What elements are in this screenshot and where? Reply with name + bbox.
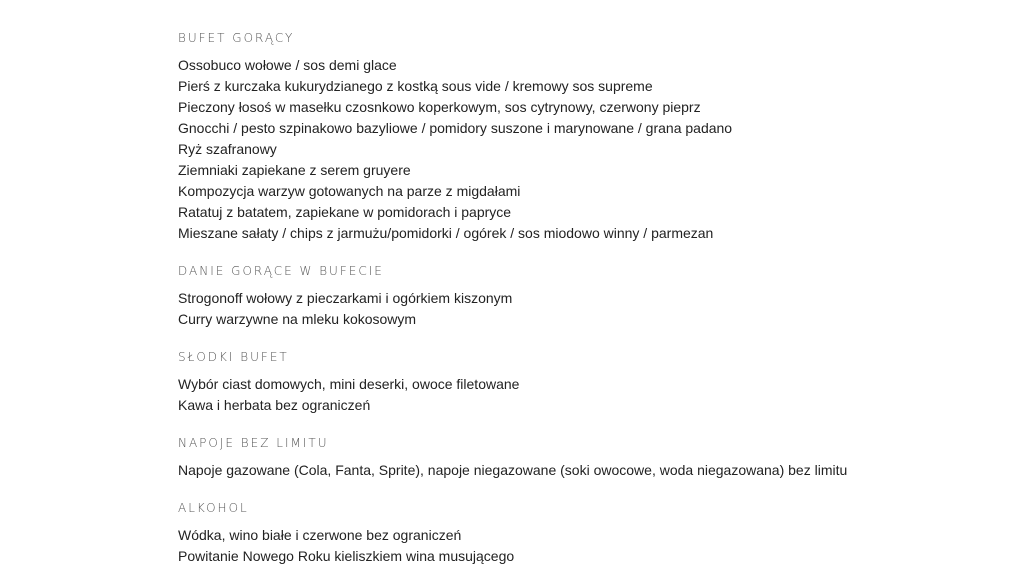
menu-item: Strogonoff wołowy z pieczarkami i ogórkiem kiszonym <box>178 290 513 306</box>
menu-item: Wybór ciast domowych, mini deserki, owoce filetowane <box>178 376 520 392</box>
menu-item: Powitanie Nowego Roku kieliszkiem wina musującego <box>178 548 515 564</box>
menu-item: Kawa i herbata bez ograniczeń <box>178 397 371 413</box>
menu-item: Gnocchi / pesto szpinakowo bazyliowe / pomidory suszone i marynowane / grana padano <box>178 120 733 136</box>
item-list <box>178 55 998 244</box>
section-alkohol <box>178 499 998 567</box>
section-title: NAPOJE BEZ LIMITU <box>178 436 329 450</box>
section-slodki-bufet <box>178 348 998 416</box>
section-danie-gorace-w-bufecie <box>178 262 998 330</box>
menu-item: Napoje gazowane (Cola, Fanta, Sprite), napoje niegazowane (soki owocowe, woda niegazowana) bez limitu <box>178 462 848 478</box>
section-bufet-goracy <box>178 29 998 244</box>
menu-item: Ziemniaki zapiekane z serem gruyere <box>178 162 411 178</box>
section-title: BUFET GORĄCY <box>178 31 295 45</box>
menu-item: Mieszane sałaty / chips z jarmużu/pomidorki / ogórek / sos miodowo winny / parmezan <box>178 225 714 241</box>
menu-item: Pierś z kurczaka kukurydzianego z kostką sous vide / kremowy sos supreme <box>178 78 653 94</box>
menu-item: Ratatuj z batatem, zapiekane w pomidorach i papryce <box>178 204 512 220</box>
menu-item: Wódka, wino białe i czerwone bez ograniczeń <box>178 527 462 543</box>
section-title: SŁODKI BUFET <box>178 350 289 364</box>
menu-item: Ossobuco wołowe / sos demi glace <box>178 57 397 73</box>
item-list <box>178 460 998 481</box>
menu-item: Ryż szafranowy <box>178 141 277 157</box>
menu-item: Curry warzywne na mleku kokosowym <box>178 311 417 327</box>
section-title: DANIE GORĄCE W BUFECIE <box>178 264 384 278</box>
item-list <box>178 288 998 330</box>
item-list <box>178 525 998 567</box>
menu-document <box>178 29 998 567</box>
section-title: ALKOHOL <box>178 501 249 515</box>
menu-item: Pieczony łosoś w masełku czosnkowo koperkowym, sos cytrynowy, czerwony pieprz <box>178 99 701 115</box>
item-list <box>178 374 998 416</box>
menu-item: Kompozycja warzyw gotowanych na parze z migdałami <box>178 183 521 199</box>
section-napoje-bez-limitu <box>178 434 998 481</box>
